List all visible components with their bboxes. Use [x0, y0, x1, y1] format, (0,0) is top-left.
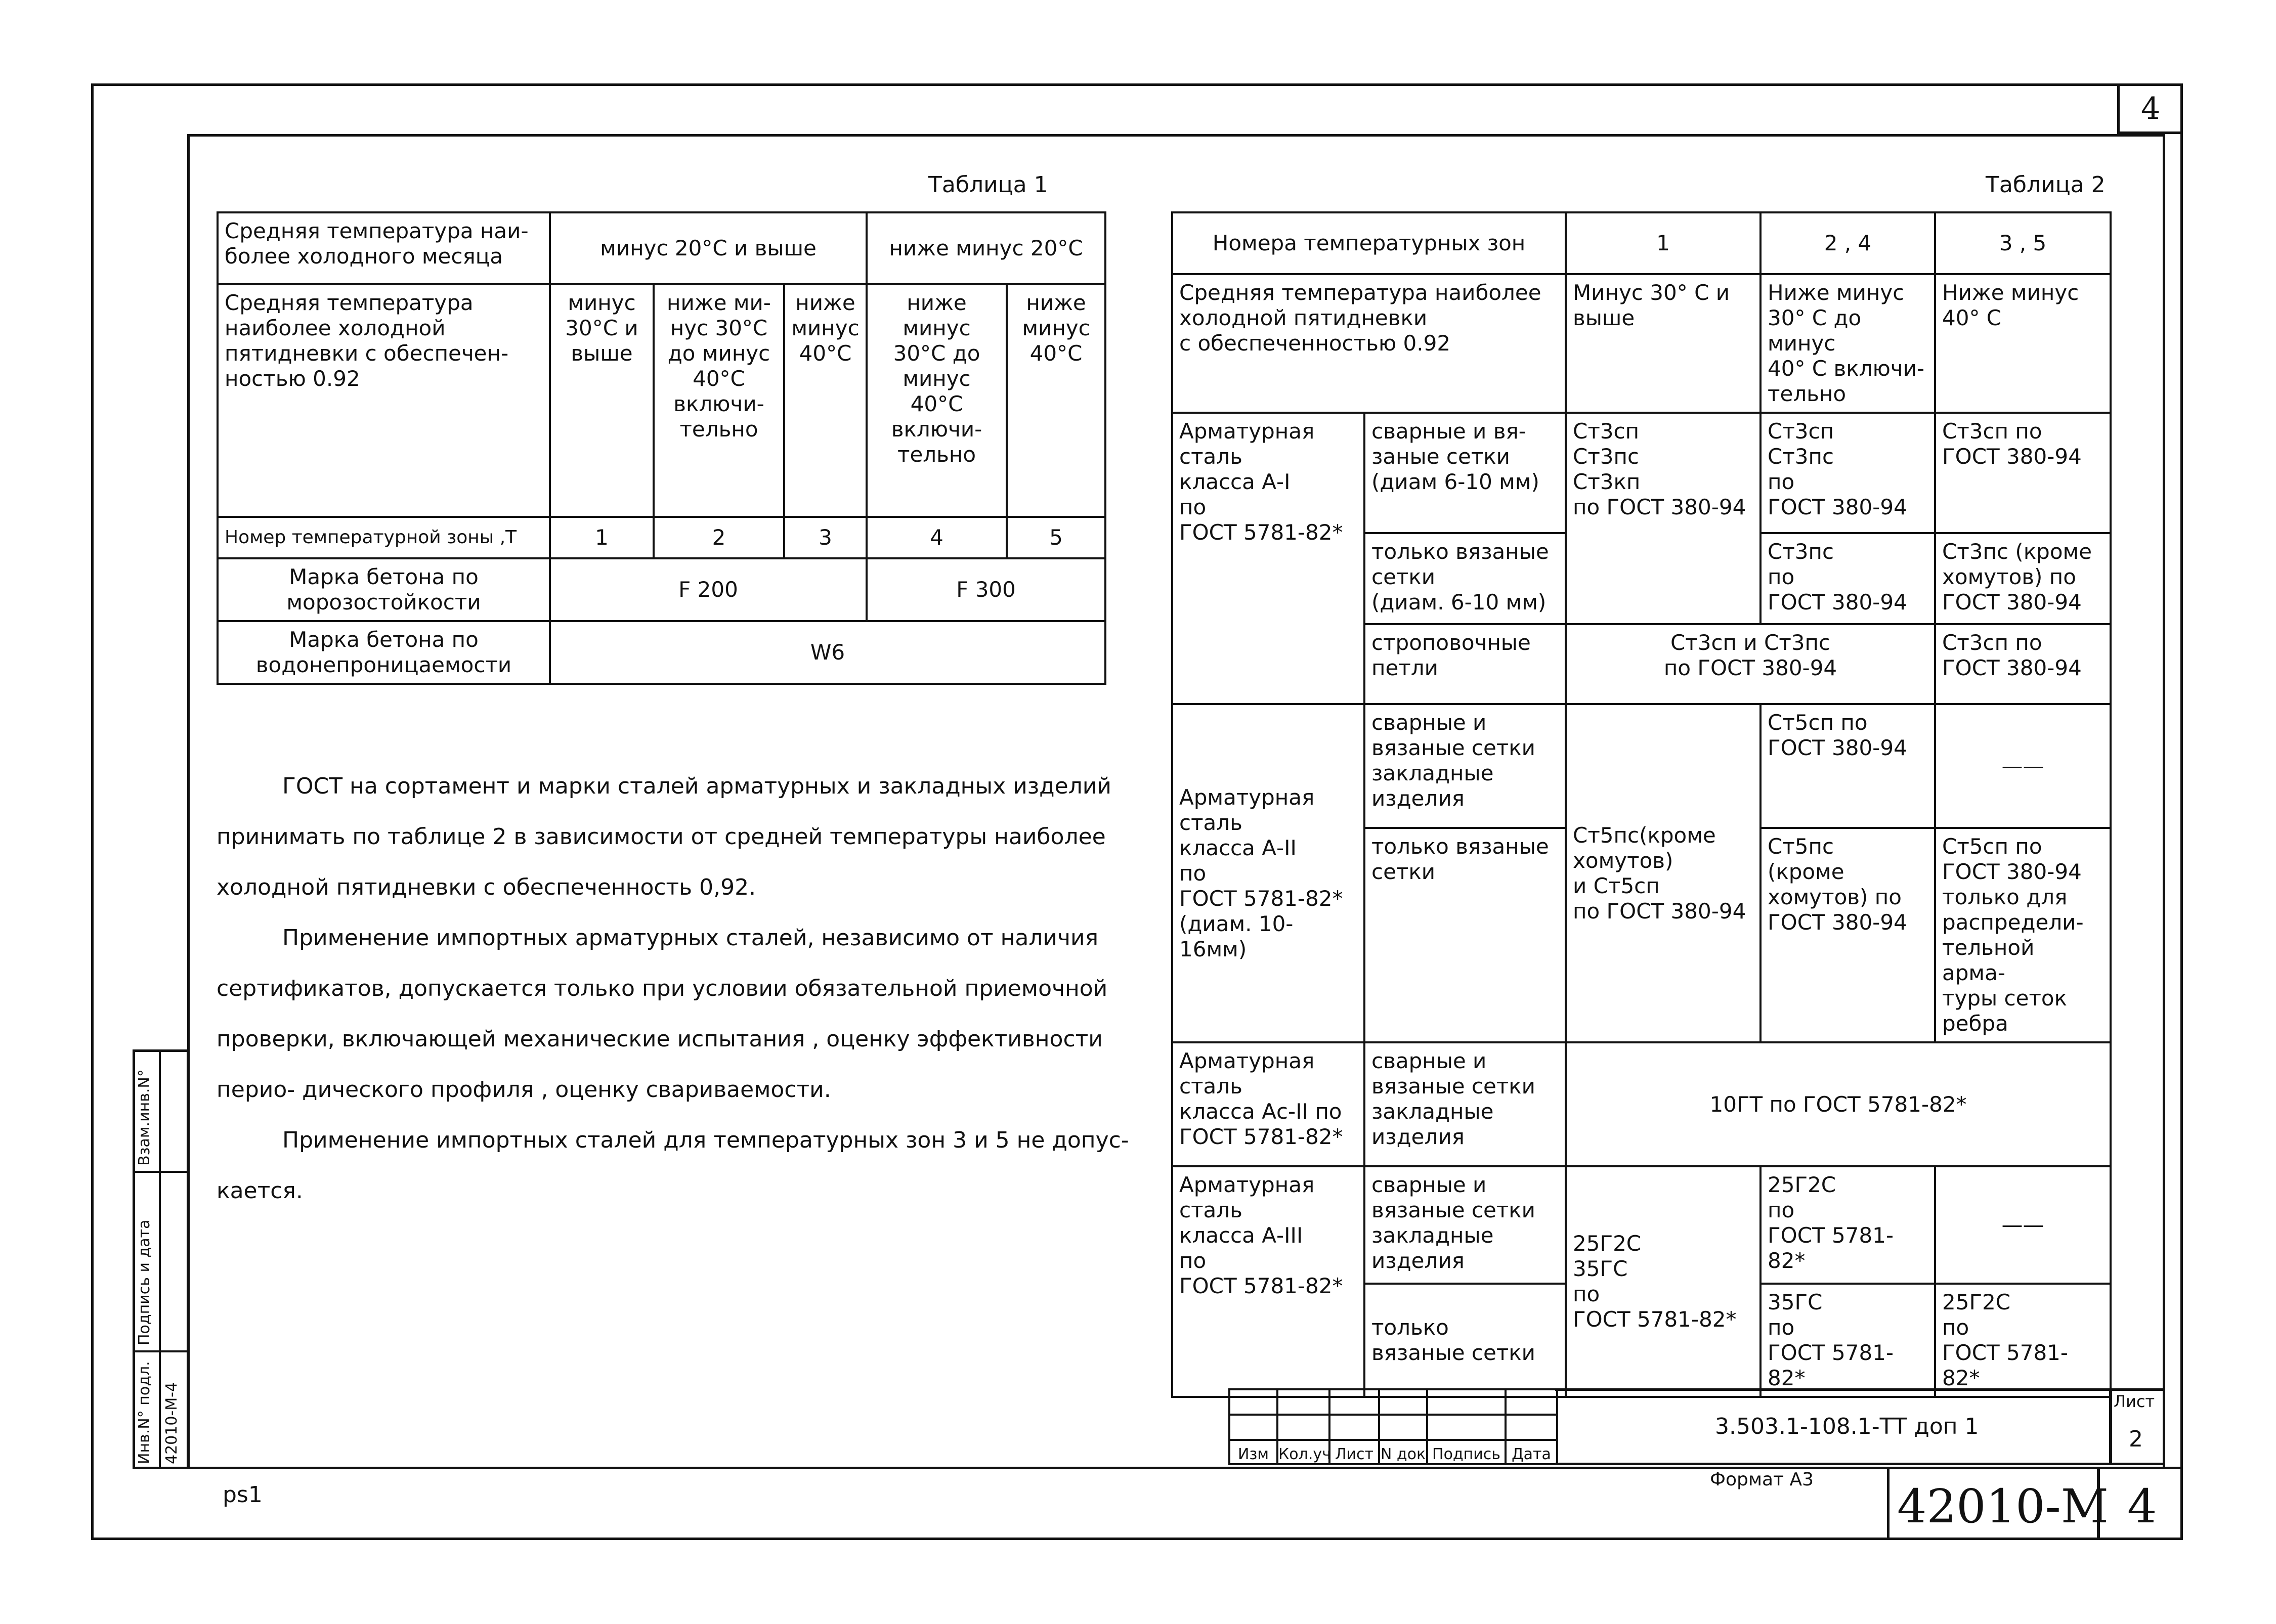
t2-a4-z1: 25Г2С 35ГС по ГОСТ 5781-82* — [1566, 1166, 1760, 1397]
t2-a1-s2z2: Ст3пс по ГОСТ 380-94 — [1760, 533, 1935, 624]
t2-a4-s2: только вязаные сетки — [1364, 1284, 1566, 1397]
side-inv-label: Инв.N° подл. — [136, 1361, 153, 1464]
paragraph-3: Применение импортных сталей для температурных зон 3 и 5 не допус- кается. — [217, 1127, 1129, 1204]
t2-a4-label: Арматурная сталь класса А-III по ГОСТ 5781-82* — [1172, 1166, 1364, 1397]
t2-a2-s1z2: Ст5сп по ГОСТ 380-94 — [1760, 704, 1935, 828]
t1-zone-5: 5 — [1007, 517, 1105, 558]
t2-a1-s1z1: Ст3сп Ст3пс Ст3кп по ГОСТ 380-94 — [1566, 413, 1760, 624]
t2-a1-s3z12: Ст3сп и Ст3пс по ГОСТ 380-94 — [1566, 624, 1935, 704]
page-number: 4 — [2127, 1479, 2157, 1533]
t1-c4: ниже минус 30°С до минус 40°С включи- тельно — [867, 284, 1007, 517]
stamp-col-podpis: Подпись — [1427, 1440, 1506, 1464]
t1-frost-v2: F 300 — [867, 558, 1105, 621]
table1 — [217, 211, 1106, 685]
t2-zone-24: 2 , 4 — [1760, 212, 1935, 274]
t2-a2-s1z3: —— — [1935, 704, 2111, 828]
t1-c1: минус 30°С и выше — [550, 284, 654, 517]
paragraph-1: ГОСТ на сортамент и марки сталей арматурных и закладных изделий принимать по таблице 2 в зависимости от средней температуры наиболее холодной пятидневки с обеспеченность 0,92. — [217, 773, 1111, 900]
t2-a1-s1z3: Ст3сп по ГОСТ 380-94 — [1935, 413, 2111, 533]
t1-zone-3: 3 — [784, 517, 867, 558]
table2 — [1171, 211, 2112, 1398]
t1-c2: ниже ми- нус 30°С до минус 40°С включи- тельно — [654, 284, 784, 517]
t2-a1-s1z2: Ст3сп Ст3пс по ГОСТ 380-94 — [1760, 413, 1935, 533]
side-stamp-divider-v — [159, 1049, 161, 1469]
table1-caption: Таблица 1 — [928, 172, 1048, 198]
project-code: 42010-М — [1897, 1479, 2109, 1533]
t2-a1-s3z3: Ст3сп по ГОСТ 380-94 — [1935, 624, 2111, 704]
t2-zone-1: 1 — [1566, 212, 1760, 274]
stamp-col-koluch: Кол.уч — [1277, 1440, 1329, 1464]
t1-group2: ниже минус 20°С — [867, 212, 1105, 284]
t1-c5: ниже минус 40°С — [1007, 284, 1105, 517]
side-stamp-divider-h2 — [133, 1350, 189, 1352]
side-replace-label: Взам.инв.N° — [136, 1069, 153, 1166]
t2-zone-35: 3 , 5 — [1935, 212, 2111, 274]
corner-number: 4 — [2141, 91, 2161, 126]
stamp-col-list: Лист — [1329, 1440, 1379, 1464]
side-inv-value: 42010-М-4 — [163, 1382, 181, 1464]
t2-a1-s2z3: Ст3пс (кроме хомутов) по ГОСТ 380-94 — [1935, 533, 2111, 624]
stamp-col-izm: Изм — [1229, 1440, 1277, 1464]
format-label: Формат А3 — [1710, 1469, 1814, 1490]
t2-a1-s3: строповочные петли — [1364, 624, 1566, 704]
footer-left-code: ps1 — [223, 1482, 263, 1508]
t2-a1-s2: только вязаные сетки (диам. 6-10 мм) — [1364, 533, 1566, 624]
body-text — [217, 761, 1168, 1216]
t1-c3: ниже минус 40°С — [784, 284, 867, 517]
t2-a3-label: Арматурная сталь класса Ас-II по ГОСТ 5781-82* — [1172, 1042, 1364, 1166]
side-sign-label: Подпись и дата — [136, 1219, 153, 1345]
t2-a4-s1z2: 25Г2С по ГОСТ 5781-82* — [1760, 1166, 1935, 1284]
t1-group1: минус 20°С и выше — [550, 212, 867, 284]
t2-a3-s1: сварные и вязаные сетки закладные изделия — [1364, 1042, 1566, 1166]
t2-a3-value: 10ГТ по ГОСТ 5781-82* — [1566, 1042, 2111, 1166]
paragraph-2: Применение импортных арматурных сталей, независимо от наличия сертификатов, допускается только при условии обязательной приемочной проверки, включающей механические испытания , оценку эффективности перио- дического профиля , оценку свариваемости. — [217, 925, 1108, 1103]
sheet-number: 2 — [2129, 1426, 2143, 1452]
sheet-label: Лист — [2114, 1392, 2155, 1411]
t1-frost-label: Марка бетона по морозостойкости — [218, 558, 550, 621]
t2-a2-z1: Ст5пс(кроме хомутов) и Ст5сп по ГОСТ 380-94 — [1566, 704, 1760, 1042]
t2-temp-z3: Ниже минус 40° С — [1935, 274, 2111, 413]
t2-a2-s2z3: Ст5сп по ГОСТ 380-94 только для распредели- тельной арма- туры сеток ребра — [1935, 828, 2111, 1042]
t2-a4-s1: сварные и вязаные сетки закладные изделия — [1364, 1166, 1566, 1284]
t2-zones-label: Номера температурных зон — [1172, 212, 1566, 274]
t2-a1-s1: сварные и вя- заные сетки (диам 6-10 мм) — [1364, 413, 1566, 533]
t2-a1-label: Арматурная сталь класса А-I по ГОСТ 5781-82* — [1172, 413, 1364, 704]
t1-zone-1: 1 — [550, 517, 654, 558]
document-designation: 3.503.1-108.1-ТТ доп 1 — [1715, 1414, 1979, 1439]
stamp-col-data: Дата — [1506, 1440, 1557, 1464]
t1-water-value: W6 — [550, 621, 1105, 684]
t1-zone-label: Номер температурной зоны ,Т — [218, 517, 550, 558]
t2-temp-z2: Ниже минус 30° С до минус 40° С включи- тельно — [1760, 274, 1935, 413]
t2-temp-label: Средняя температура наиболее холодной пятидневки с обеспеченностью 0.92 — [1172, 274, 1566, 413]
t1-fiveday-label: Средняя температура наиболее холодной пятидневки с обеспечен- ностью 0.92 — [218, 284, 550, 517]
t2-temp-z1: Минус 30° С и выше — [1566, 274, 1760, 413]
t2-a2-s1: сварные и вязаные сетки закладные изделия — [1364, 704, 1566, 828]
table2-caption: Таблица 2 — [1986, 172, 2106, 198]
t1-zone-2: 2 — [654, 517, 784, 558]
t2-a2-s2: только вязаные сетки — [1364, 828, 1566, 1042]
t2-a4-s2z2: 35ГС по ГОСТ 5781-82* — [1760, 1284, 1935, 1397]
t1-frost-v1: F 200 — [550, 558, 867, 621]
t1-month-label: Средняя температура наи- более холодного месяца — [218, 212, 550, 284]
t1-zone-4: 4 — [867, 517, 1007, 558]
t2-a2-label: Арматурная сталь класса А-II по ГОСТ 5781-82* (диам. 10-16мм) — [1172, 704, 1364, 1042]
stamp-col-ndok: N док — [1379, 1440, 1427, 1464]
t2-a4-s1z3: —— — [1935, 1166, 2111, 1284]
t1-water-label: Марка бетона по водонепроницаемости — [218, 621, 550, 684]
t2-a4-s2z3: 25Г2С по ГОСТ 5781-82* — [1935, 1284, 2111, 1397]
side-stamp-divider-h1 — [133, 1171, 189, 1173]
revision-stamp — [1228, 1388, 1558, 1465]
t2-a2-s2z2: Ст5пс (кроме хомутов) по ГОСТ 380-94 — [1760, 828, 1935, 1042]
